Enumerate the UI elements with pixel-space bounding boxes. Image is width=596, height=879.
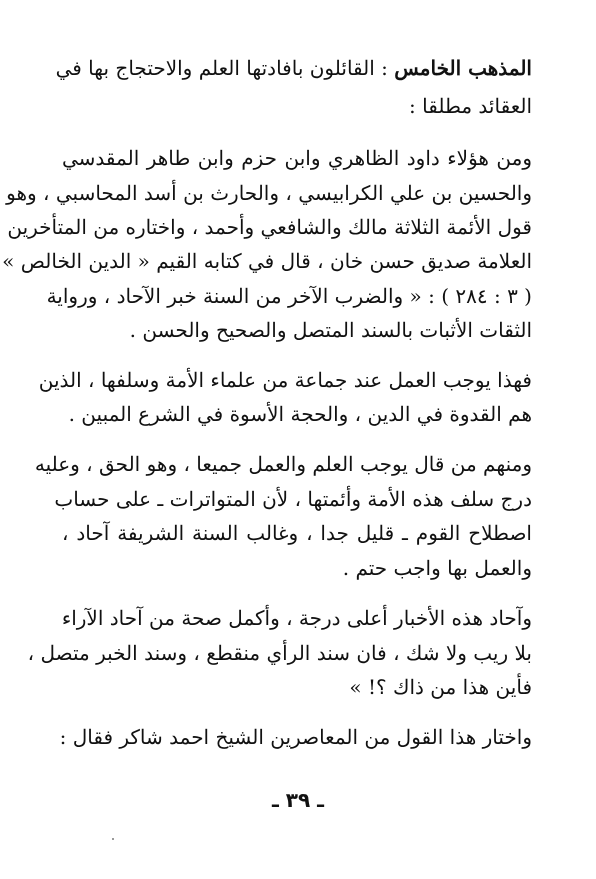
scan-speck <box>112 838 114 840</box>
text-line: العلامة صديق حسن خان ، قال في كتابه القيم « الدين الخالص » <box>2 249 532 273</box>
text-line: قول الأئمة الثلاثة مالك والشافعي وأحمد ، واختاره من المتأخرين <box>7 215 532 239</box>
text-line: فهذا يوجب العمل عند جماعة من علماء الأمة وسلفها ، الذين <box>38 368 532 392</box>
text-line: ومن هؤلاء داود الظاهري وابن حزم وابن طاهر المقدسي <box>62 146 532 170</box>
text-line: هم القدوة في الدين ، والحجة الأسوة في الشرع المبين . <box>68 402 532 426</box>
text-line: واختار هذا القول من المعاصرين الشيخ احمد شاكر فقال : <box>59 725 532 749</box>
text-line: وآحاد هذه الأخبار أعلى درجة ، وأكمل صحة من آحاد الآراء <box>61 606 532 630</box>
text-line: ومنهم من قال يوجب العلم والعمل جميعا ، وهو الحق ، وعليه <box>34 452 532 476</box>
text-line: بلا ريب ولا شك ، فان سند الرأي منقطع ، وسند الخبر متصل ، <box>27 641 532 665</box>
text-line: الثقات الأثبات بالسند المتصل والصحيح والحسن . <box>129 318 532 342</box>
text-line: والحسين بن علي الكرابيسي ، والحارث بن أسد المحاسبي ، وهو <box>6 181 532 205</box>
section-heading-text: : القائلون بافادتها العلم والاحتجاج بها في <box>55 56 395 80</box>
heading-line <box>55 53 532 83</box>
text-line: العقائد مطلقا : <box>409 94 532 118</box>
text-line: فأين هذا من ذاك ؟! » <box>349 675 532 699</box>
page-number: ـ ٣٩ ـ <box>271 788 325 812</box>
text-line: اصطلاح القوم ـ قليل جدا ، وغالب السنة الشريفة آحاد ، <box>62 521 532 545</box>
text-line: والعمل بها واجب حتم . <box>342 556 532 580</box>
text-line: درج سلف هذه الأمة وأئمتها ، لأن المتواترات ـ على حساب <box>54 487 532 511</box>
text-line: ( ٣ : ٢٨٤ ) : « والضرب الآخر من السنة خبر الآحاد ، ورواية <box>46 284 532 308</box>
section-heading-label: المذهب الخامس <box>394 56 532 80</box>
